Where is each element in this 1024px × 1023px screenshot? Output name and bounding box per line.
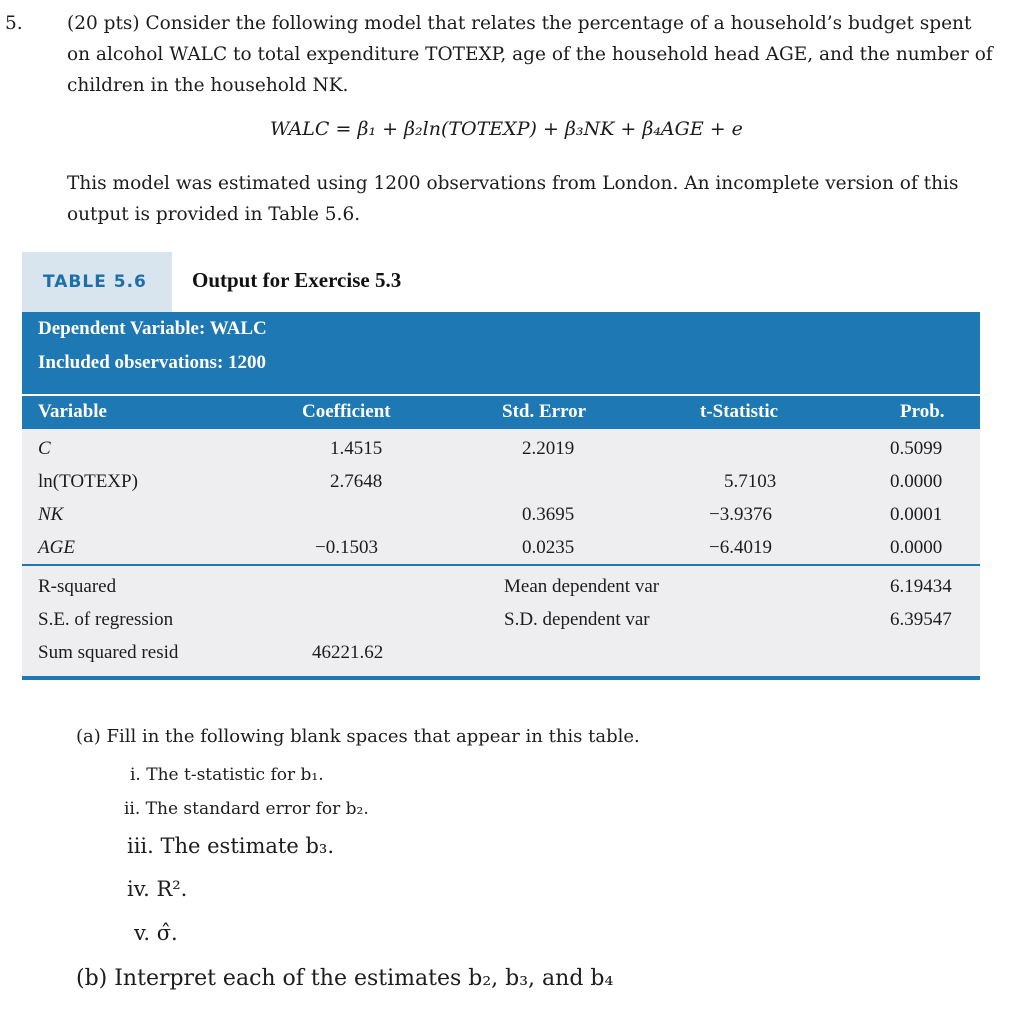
header-coefficient: Coefficient bbox=[302, 401, 391, 422]
regression-table bbox=[22, 312, 980, 680]
dependent-variable: Dependent Variable: WALC bbox=[38, 318, 267, 339]
mean-dependent-value: 6.19434 bbox=[890, 576, 952, 597]
problem-number: 5. bbox=[5, 13, 23, 34]
table-header-row bbox=[22, 394, 980, 429]
table-title: Output for Exercise 5.3 bbox=[192, 268, 402, 292]
problem-intro-text: (20 pts) Consider the following model that relates the percentage of a household’s budget spent on alcohol WALC to total expenditure TOTEXP, age of the household head AGE, and the number of children in the household NK. bbox=[67, 13, 993, 96]
header-std-error: Std. Error bbox=[502, 401, 587, 422]
row-coefficient: 1.4515 bbox=[330, 438, 383, 459]
se-regression-label: S.E. of regression bbox=[38, 609, 174, 630]
ssr-label: Sum squared resid bbox=[38, 642, 179, 663]
context-paragraph bbox=[67, 168, 992, 230]
header-variable: Variable bbox=[38, 401, 107, 422]
row-prob: 0.0000 bbox=[890, 537, 943, 558]
sd-dependent-label: S.D. dependent var bbox=[504, 609, 650, 630]
summary-stats bbox=[22, 564, 980, 676]
row-std-error: 0.0235 bbox=[522, 537, 575, 558]
sd-dependent-value: 6.39547 bbox=[890, 609, 952, 630]
row-coefficient: 2.7648 bbox=[330, 471, 383, 492]
row-coefficient: −0.1503 bbox=[315, 537, 378, 558]
row-variable: C bbox=[38, 438, 51, 459]
included-observations: Included observations: 1200 bbox=[38, 352, 267, 373]
context-text: This model was estimated using 1200 observations from London. An incomplete version of this output is provided in Table 5.6. bbox=[67, 173, 959, 225]
table-info-band bbox=[22, 312, 980, 394]
row-variable: ln(TOTEXP) bbox=[38, 471, 138, 492]
row-prob: 0.0000 bbox=[890, 471, 943, 492]
header-prob: Prob. bbox=[900, 401, 945, 422]
question-a-item: iii. The estimate b₃. bbox=[127, 834, 335, 858]
question-b: (b) Interpret each of the estimates b₂, b₃, and b₄ bbox=[76, 966, 614, 991]
row-variable: NK bbox=[38, 504, 64, 525]
table-label: TABLE 5.6 bbox=[43, 272, 147, 292]
question-a: (a) Fill in the following blank spaces that appear in this table. bbox=[76, 726, 640, 747]
model-equation: WALC = β₁ + β₂ln(TOTEXP) + β₃NK + β₄AGE + e bbox=[270, 118, 743, 140]
problem-intro bbox=[5, 8, 996, 101]
row-variable: AGE bbox=[38, 537, 75, 558]
row-prob: 0.5099 bbox=[890, 438, 943, 459]
question-a-item: i. The t-statistic for b₁. bbox=[130, 765, 324, 785]
row-t-stat: 5.7103 bbox=[724, 471, 777, 492]
question-a-item: iv. R². bbox=[127, 877, 188, 901]
question-a-item: ii. The standard error for b₂. bbox=[124, 799, 369, 819]
row-prob: 0.0001 bbox=[890, 504, 943, 525]
header-t-statistic: t-Statistic bbox=[700, 401, 779, 422]
row-std-error: 2.2019 bbox=[522, 438, 575, 459]
row-t-stat: −6.4019 bbox=[709, 537, 772, 558]
row-std-error: 0.3695 bbox=[522, 504, 575, 525]
table-bottom-rule bbox=[22, 676, 980, 680]
mean-dependent-label: Mean dependent var bbox=[504, 576, 660, 597]
row-t-stat: −3.9376 bbox=[709, 504, 772, 525]
question-a-item: v. σ̂. bbox=[134, 921, 178, 945]
r-squared-label: R-squared bbox=[38, 576, 117, 597]
coefficient-rows bbox=[22, 429, 980, 564]
ssr-value: 46221.62 bbox=[312, 642, 384, 663]
